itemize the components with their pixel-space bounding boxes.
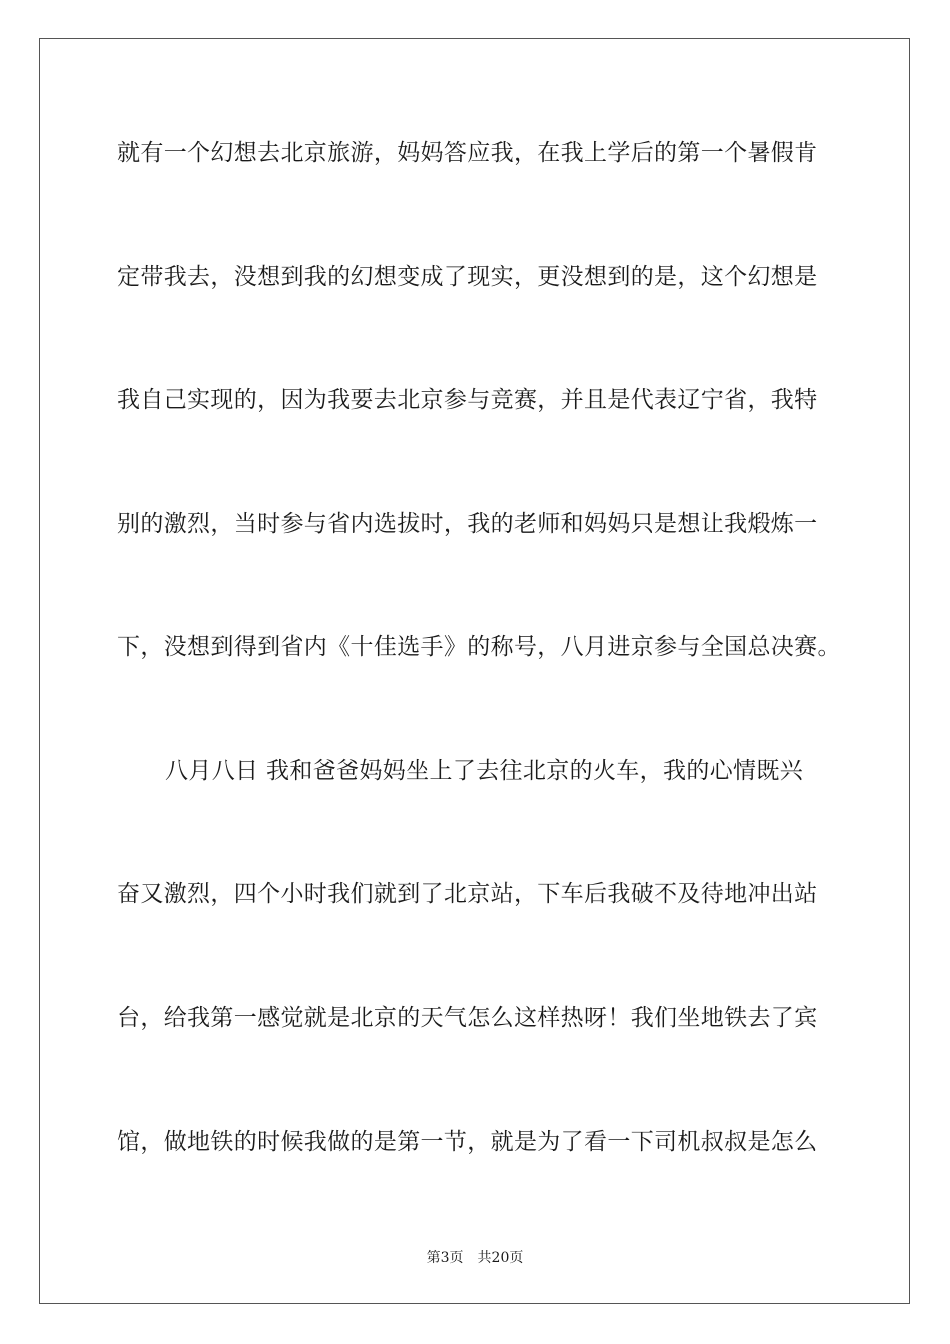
- text-line-7: 奋又激烈，四个小时我们就到了北京站，下车后我破不及待地冲出站: [117, 881, 818, 907]
- page-number: 第3页: [426, 1250, 464, 1266]
- text-line-1: 就有一个幻想去北京旅游，妈妈答应我，在我上学后的第一个暑假肯: [117, 140, 818, 166]
- text-line-6: 八月八日 我和爸爸妈妈坐上了去往北京的火车，我的心情既兴: [165, 758, 804, 784]
- text-line-3: 我自己实现的，因为我要去北京参与竞赛，并且是代表辽宁省，我特: [117, 387, 818, 413]
- page-total: 共20页: [477, 1250, 524, 1266]
- page-border: [39, 38, 910, 1304]
- text-line-5: 下，没想到得到省内《十佳选手》的称号，八月进京参与全国总决赛。: [117, 634, 841, 660]
- text-line-4: 别的激烈，当时参与省内选拔时，我的老师和妈妈只是想让我煅炼一: [117, 511, 818, 537]
- text-line-8: 台，给我第一感觉就是北京的天气怎么这样热呀！我们坐地铁去了宾: [117, 1005, 818, 1031]
- page-footer: [0, 1247, 950, 1267]
- text-line-2: 定带我去，没想到我的幻想变成了现实，更没想到的是，这个幻想是: [117, 264, 818, 290]
- text-line-9: 馆，做地铁的时候我做的是第一节，就是为了看一下司机叔叔是怎么: [117, 1129, 818, 1155]
